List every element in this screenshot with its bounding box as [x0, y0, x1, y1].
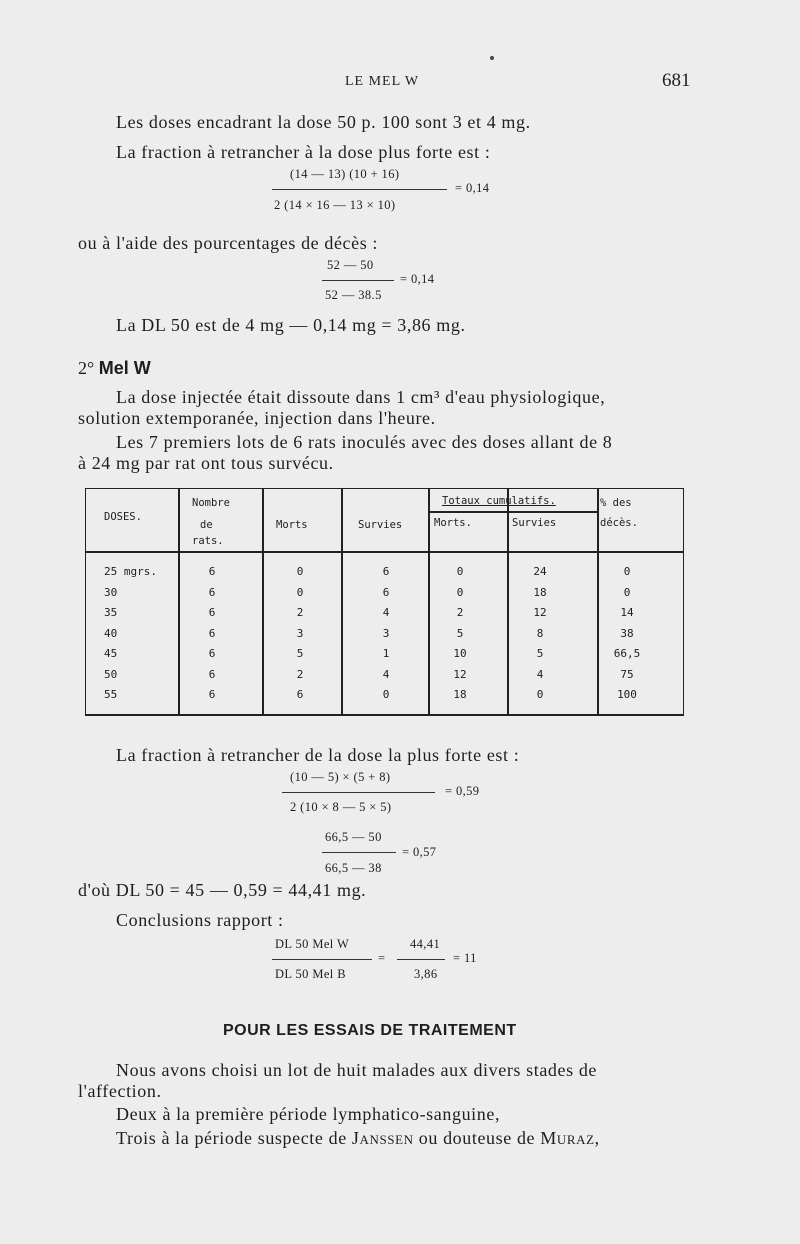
formula-5-denominator-2: 3,86 — [414, 967, 438, 981]
paragraph-fraction-2: La fraction à retrancher de la dose la plus forte est : — [116, 745, 520, 765]
table-cell-nombre: 6 — [208, 565, 216, 578]
table-cell-morts: 5 — [296, 647, 304, 660]
section-number: 2° — [78, 358, 95, 378]
header-totaux-cumulatifs: Totaux cumulatifs. — [442, 495, 556, 507]
table-cell-nombre: 6 — [208, 626, 216, 640]
formula-5-denominator-1: DL 50 Mel B — [275, 967, 346, 981]
header-survies: Survies — [358, 519, 403, 531]
table-col-divider — [178, 489, 180, 714]
table-cell-t-morts: 10 — [453, 647, 467, 660]
table-cell-survies: 1 — [382, 647, 390, 660]
formula-4-denominator: 66,5 — 38 — [325, 861, 382, 875]
paragraph-lots-2: à 24 mg par rat ont tous survécu. — [78, 453, 334, 473]
author-muraz: Muraz — [540, 1128, 595, 1148]
table-cell-pct: 75 — [620, 667, 634, 681]
table-cell-t-morts: 2 — [456, 606, 464, 619]
table-cell-t-morts: 12 — [453, 667, 467, 681]
table-cell-nombre: 6 — [208, 585, 216, 599]
table-cell-morts: 2 — [296, 667, 304, 681]
formula-1-denominator: 2 (14 × 16 — 13 × 10) — [274, 198, 396, 212]
formula-5-bar-2 — [397, 959, 445, 960]
table-cell-dose: 30 — [104, 585, 118, 599]
table-header-line — [86, 551, 683, 553]
table-cell-morts: 0 — [296, 565, 304, 578]
paragraph-lots-1: Les 7 premiers lots de 6 rats inoculés avec des doses allant de 8 — [116, 432, 613, 452]
table-cell-pct: 14 — [620, 606, 634, 619]
table-cell-morts: 0 — [296, 585, 304, 599]
formula-1-numerator: (14 — 13) (10 + 16) — [290, 167, 400, 181]
table-cell-t-morts: 18 — [453, 688, 467, 701]
formula-3-denominator: 2 (10 × 8 — 5 × 5) — [290, 800, 392, 814]
table-cell-t-survies: 4 — [536, 667, 544, 681]
paragraph-doses: Les doses encadrant la dose 50 p. 100 sont 3 et 4 mg. — [116, 112, 531, 132]
formula-5-numerator-1: DL 50 Mel W — [275, 937, 350, 951]
formula-2-numerator: 52 — 50 — [327, 258, 374, 272]
table-cell-t-survies: 5 — [536, 647, 544, 660]
table-cell-t-survies: 0 — [536, 688, 544, 701]
formula-5-result: = 11 — [453, 951, 477, 965]
formula-5-equals: = — [378, 951, 386, 965]
paragraph-trois-middle: ou douteuse de — [413, 1128, 541, 1148]
table-cell-t-survies: 8 — [536, 626, 544, 640]
formula-4-bar — [322, 852, 396, 853]
formula-4-numerator: 66,5 — 50 — [325, 830, 382, 844]
table-cell-t-morts: 0 — [456, 565, 464, 578]
table-cell-morts: 2 — [296, 606, 304, 619]
table-cell-pct: 0 — [623, 585, 631, 599]
header-pct-1: % des — [600, 497, 632, 509]
table-col-divider — [507, 489, 509, 714]
table-cell-t-survies: 12 — [533, 606, 547, 619]
formula-2-bar — [322, 280, 394, 281]
table-cell-survies: 4 — [382, 667, 390, 681]
table-cell-t-morts: 0 — [456, 585, 464, 599]
table-cell-survies: 4 — [382, 606, 390, 619]
header-pct-2: décès. — [600, 517, 638, 529]
table-cell-survies: 6 — [382, 565, 390, 578]
formula-3-result: = 0,59 — [445, 784, 480, 798]
table-cell-pct: 38 — [620, 626, 634, 640]
table-cell-t-survies: 24 — [533, 565, 547, 578]
formula-1-result: = 0,14 — [455, 181, 490, 195]
table-cell-t-morts: 5 — [456, 626, 464, 640]
table-cell-pct: 66,5 — [613, 647, 641, 660]
table-cell-nombre: 6 — [208, 647, 216, 660]
table-cell-dose: 45 — [104, 647, 118, 660]
paragraph-fraction: La fraction à retrancher à la dose plus forte est : — [116, 142, 491, 162]
paragraph-deux: Deux à la première période lymphatico-sanguine, — [116, 1104, 501, 1124]
paragraph-trois — [116, 1128, 600, 1149]
author-janssen: Janssen — [351, 1128, 414, 1148]
paragraph-trois-end: , — [594, 1128, 600, 1148]
header-nombre-3: rats. — [192, 535, 224, 547]
table-cell-survies: 3 — [382, 626, 390, 640]
paragraph-malades-1: Nous avons choisi un lot de huit malades aux divers stades de — [116, 1060, 598, 1080]
table-cell-dose: 35 — [104, 606, 118, 619]
paragraph-malades-2: l'affection. — [78, 1081, 162, 1101]
table-col-divider — [597, 489, 599, 714]
running-header: LE MEL W — [345, 74, 420, 89]
formula-2-denominator: 52 — 38.5 — [325, 288, 382, 302]
section-title-treatment: POUR LES ESSAIS DE TRAITEMENT — [223, 1022, 517, 1039]
table-cell-survies: 0 — [382, 688, 390, 701]
formula-2-result: = 0,14 — [400, 272, 435, 286]
table-col-divider — [341, 489, 343, 714]
section-heading — [78, 358, 151, 379]
paragraph-injection-2: solution extemporanée, injection dans l'heure. — [78, 408, 436, 428]
header-nombre-2: de — [200, 519, 213, 531]
paragraph-trois-start: Trois à la période suspecte de — [116, 1128, 352, 1148]
formula-5-numerator-2: 44,41 — [410, 937, 441, 951]
header-nombre-1: Nombre — [192, 497, 230, 509]
header-totaux-morts: Morts. — [434, 517, 472, 529]
formula-3-numerator: (10 — 5) × (5 + 8) — [290, 770, 391, 784]
table-cell-pct: 100 — [617, 688, 637, 701]
table-cell-t-survies: 18 — [533, 585, 547, 599]
table-cell-nombre: 6 — [208, 606, 216, 619]
table-cell-morts: 6 — [296, 688, 304, 701]
table-cell-morts: 3 — [296, 626, 304, 640]
table-subheader-line — [428, 511, 598, 513]
table-cell-nombre: 6 — [208, 688, 216, 701]
page-number: 681 — [662, 70, 691, 91]
table-cell-dose: 25 mgrs. — [104, 565, 157, 578]
header-morts: Morts — [276, 519, 308, 531]
paragraph-dl50-result: d'où DL 50 = 45 — 0,59 = 44,41 mg. — [78, 880, 367, 900]
results-table — [85, 488, 684, 716]
formula-5-bar-1 — [272, 959, 372, 960]
table-cell-survies: 6 — [382, 585, 390, 599]
table-col-divider — [262, 489, 264, 714]
formula-3-bar — [282, 792, 435, 793]
header-doses: DOSES. — [104, 511, 142, 523]
header-totaux-survies: Survies — [512, 517, 557, 529]
ink-speck — [490, 56, 494, 60]
formula-4-result: = 0,57 — [402, 845, 437, 859]
table-cell-dose: 55 — [104, 688, 118, 701]
paragraph-conclusions: Conclusions rapport : — [116, 910, 284, 930]
formula-1-bar — [272, 189, 447, 190]
paragraph-injection-1: La dose injectée était dissoute dans 1 cm³ d'eau physiologique, — [116, 387, 606, 407]
table-cell-dose: 40 — [104, 626, 118, 640]
table-cell-dose: 50 — [104, 667, 118, 681]
section-title: Mel W — [98, 358, 151, 378]
paragraph-percentages: ou à l'aide des pourcentages de décès : — [78, 233, 379, 253]
table-col-divider — [428, 489, 430, 714]
paragraph-dl50: La DL 50 est de 4 mg — 0,14 mg = 3,86 mg. — [116, 315, 466, 335]
table-cell-pct: 0 — [623, 565, 631, 578]
table-cell-nombre: 6 — [208, 667, 216, 681]
